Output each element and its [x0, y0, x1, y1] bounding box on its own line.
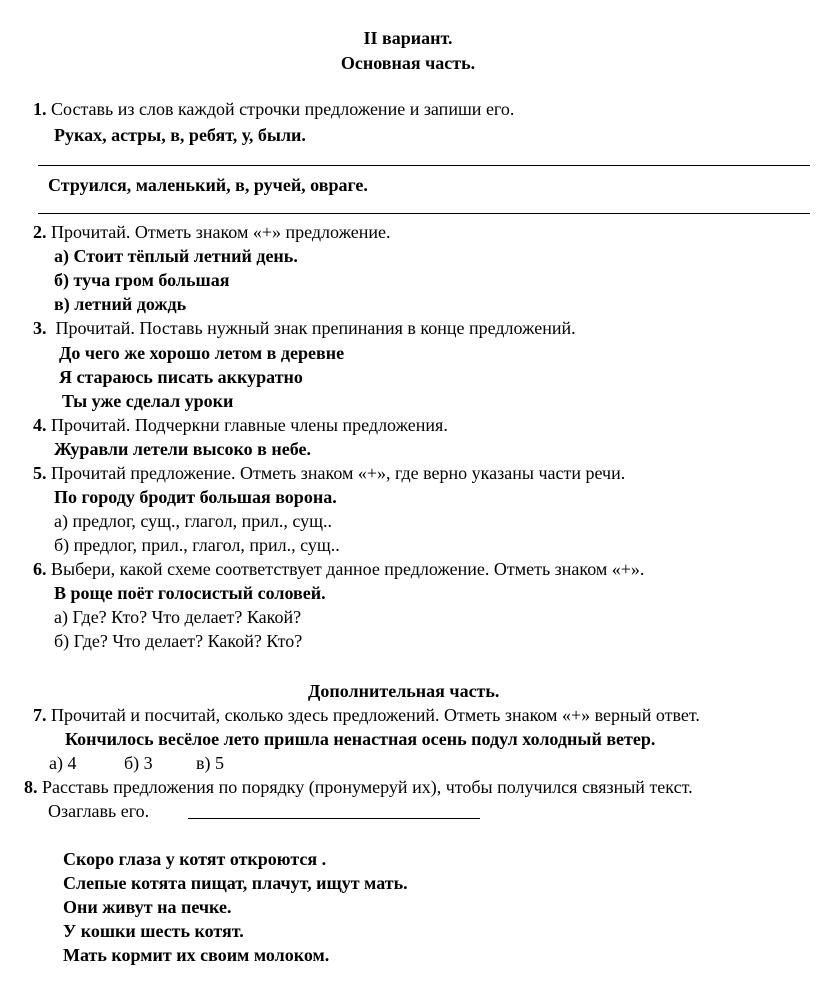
q8-sentence-3: Они живут на печке. [63, 897, 232, 917]
question-8 [24, 776, 693, 798]
q7-option-a: а) 4 [49, 753, 77, 773]
q6-sentence: В роще поёт голосистый соловей. [54, 583, 326, 603]
q2-option-c: в) летний дождь [54, 294, 187, 314]
q1-words-line-2: Струился, маленький, в, ручей, овраге. [48, 175, 368, 195]
q8-sentence-4: У кошки шесть котят. [63, 921, 244, 941]
question-number: 8. [24, 777, 38, 797]
q2-option-a: а) Стоит тёплый летний день. [54, 246, 298, 266]
question-2 [33, 221, 391, 243]
question-5 [33, 462, 625, 484]
question-text: Прочитай. Подчеркни главные члены предложения. [51, 415, 448, 435]
question-text: Составь из слов каждой строчки предложение и запиши его. [51, 99, 515, 119]
question-6 [33, 558, 644, 580]
question-text: Прочитай. Поставь нужный знак препинания в конце предложений. [55, 318, 576, 338]
q8-title-prompt: Озаглавь его. [48, 801, 150, 821]
question-text: Выбери, какой схеме соответствует данное предложение. Отметь знаком «+». [51, 559, 645, 579]
title-answer-line [188, 818, 480, 819]
question-number: 5. [33, 463, 47, 483]
question-number: 1. [33, 99, 47, 119]
q7-option-c: в) 5 [196, 753, 224, 773]
extra-section-title: Дополнительная часть. [308, 681, 500, 701]
answer-line [38, 165, 810, 166]
q7-option-b: б) 3 [124, 753, 153, 773]
question-number: 3. [33, 318, 47, 338]
question-number: 7. [33, 705, 47, 725]
question-text: Прочитай и посчитай, сколько здесь предложений. Отметь знаком «+» верный ответ. [51, 705, 700, 725]
answer-line [38, 213, 810, 214]
q8-sentence-1: Скоро глаза у котят откроются . [63, 849, 327, 869]
q6-option-b: б) Где? Что делает? Какой? Кто? [54, 631, 303, 651]
question-4 [33, 414, 448, 436]
q5-option-a: а) предлог, сущ., глагол, прил., сущ.. [54, 511, 332, 531]
q1-words-line-1: Руках, астры, в, ребят, у, были. [54, 125, 306, 145]
main-section-title: Основная часть. [340, 53, 476, 73]
variant-title: II вариант. [363, 28, 453, 48]
question-number: 2. [33, 222, 47, 242]
question-7 [33, 704, 700, 726]
question-1 [33, 98, 514, 120]
question-text: Расставь предложения по порядку (пронумеруй их), чтобы получился связный текст. [42, 777, 693, 797]
q3-sentence-2: Я стараюсь писать аккуратно [59, 367, 303, 387]
q5-option-b: б) предлог, прил., глагол, прил., сущ.. [54, 535, 340, 555]
q3-sentence-1: До чего же хорошо летом в деревне [59, 343, 345, 363]
question-number: 4. [33, 415, 47, 435]
q6-option-a: а) Где? Кто? Что делает? Какой? [54, 607, 302, 627]
question-text: Прочитай. Отметь знаком «+» предложение. [51, 222, 391, 242]
q8-sentence-5: Мать кормит их своим молоком. [63, 945, 330, 965]
q3-sentence-3: Ты уже сделал уроки [62, 391, 234, 411]
question-3 [33, 317, 576, 339]
q5-sentence: По городу бродит большая ворона. [54, 487, 337, 507]
question-number: 6. [33, 559, 47, 579]
q8-sentence-2: Слепые котята пищат, плачут, ищут мать. [63, 873, 408, 893]
q7-sentence: Кончилось весёлое лето пришла ненастная осень подул холодный ветер. [65, 729, 656, 749]
question-text: Прочитай предложение. Отметь знаком «+», где верно указаны части речи. [51, 463, 626, 483]
q4-sentence: Журавли летели высоко в небе. [54, 439, 312, 459]
q2-option-b: б) туча гром большая [54, 270, 230, 290]
